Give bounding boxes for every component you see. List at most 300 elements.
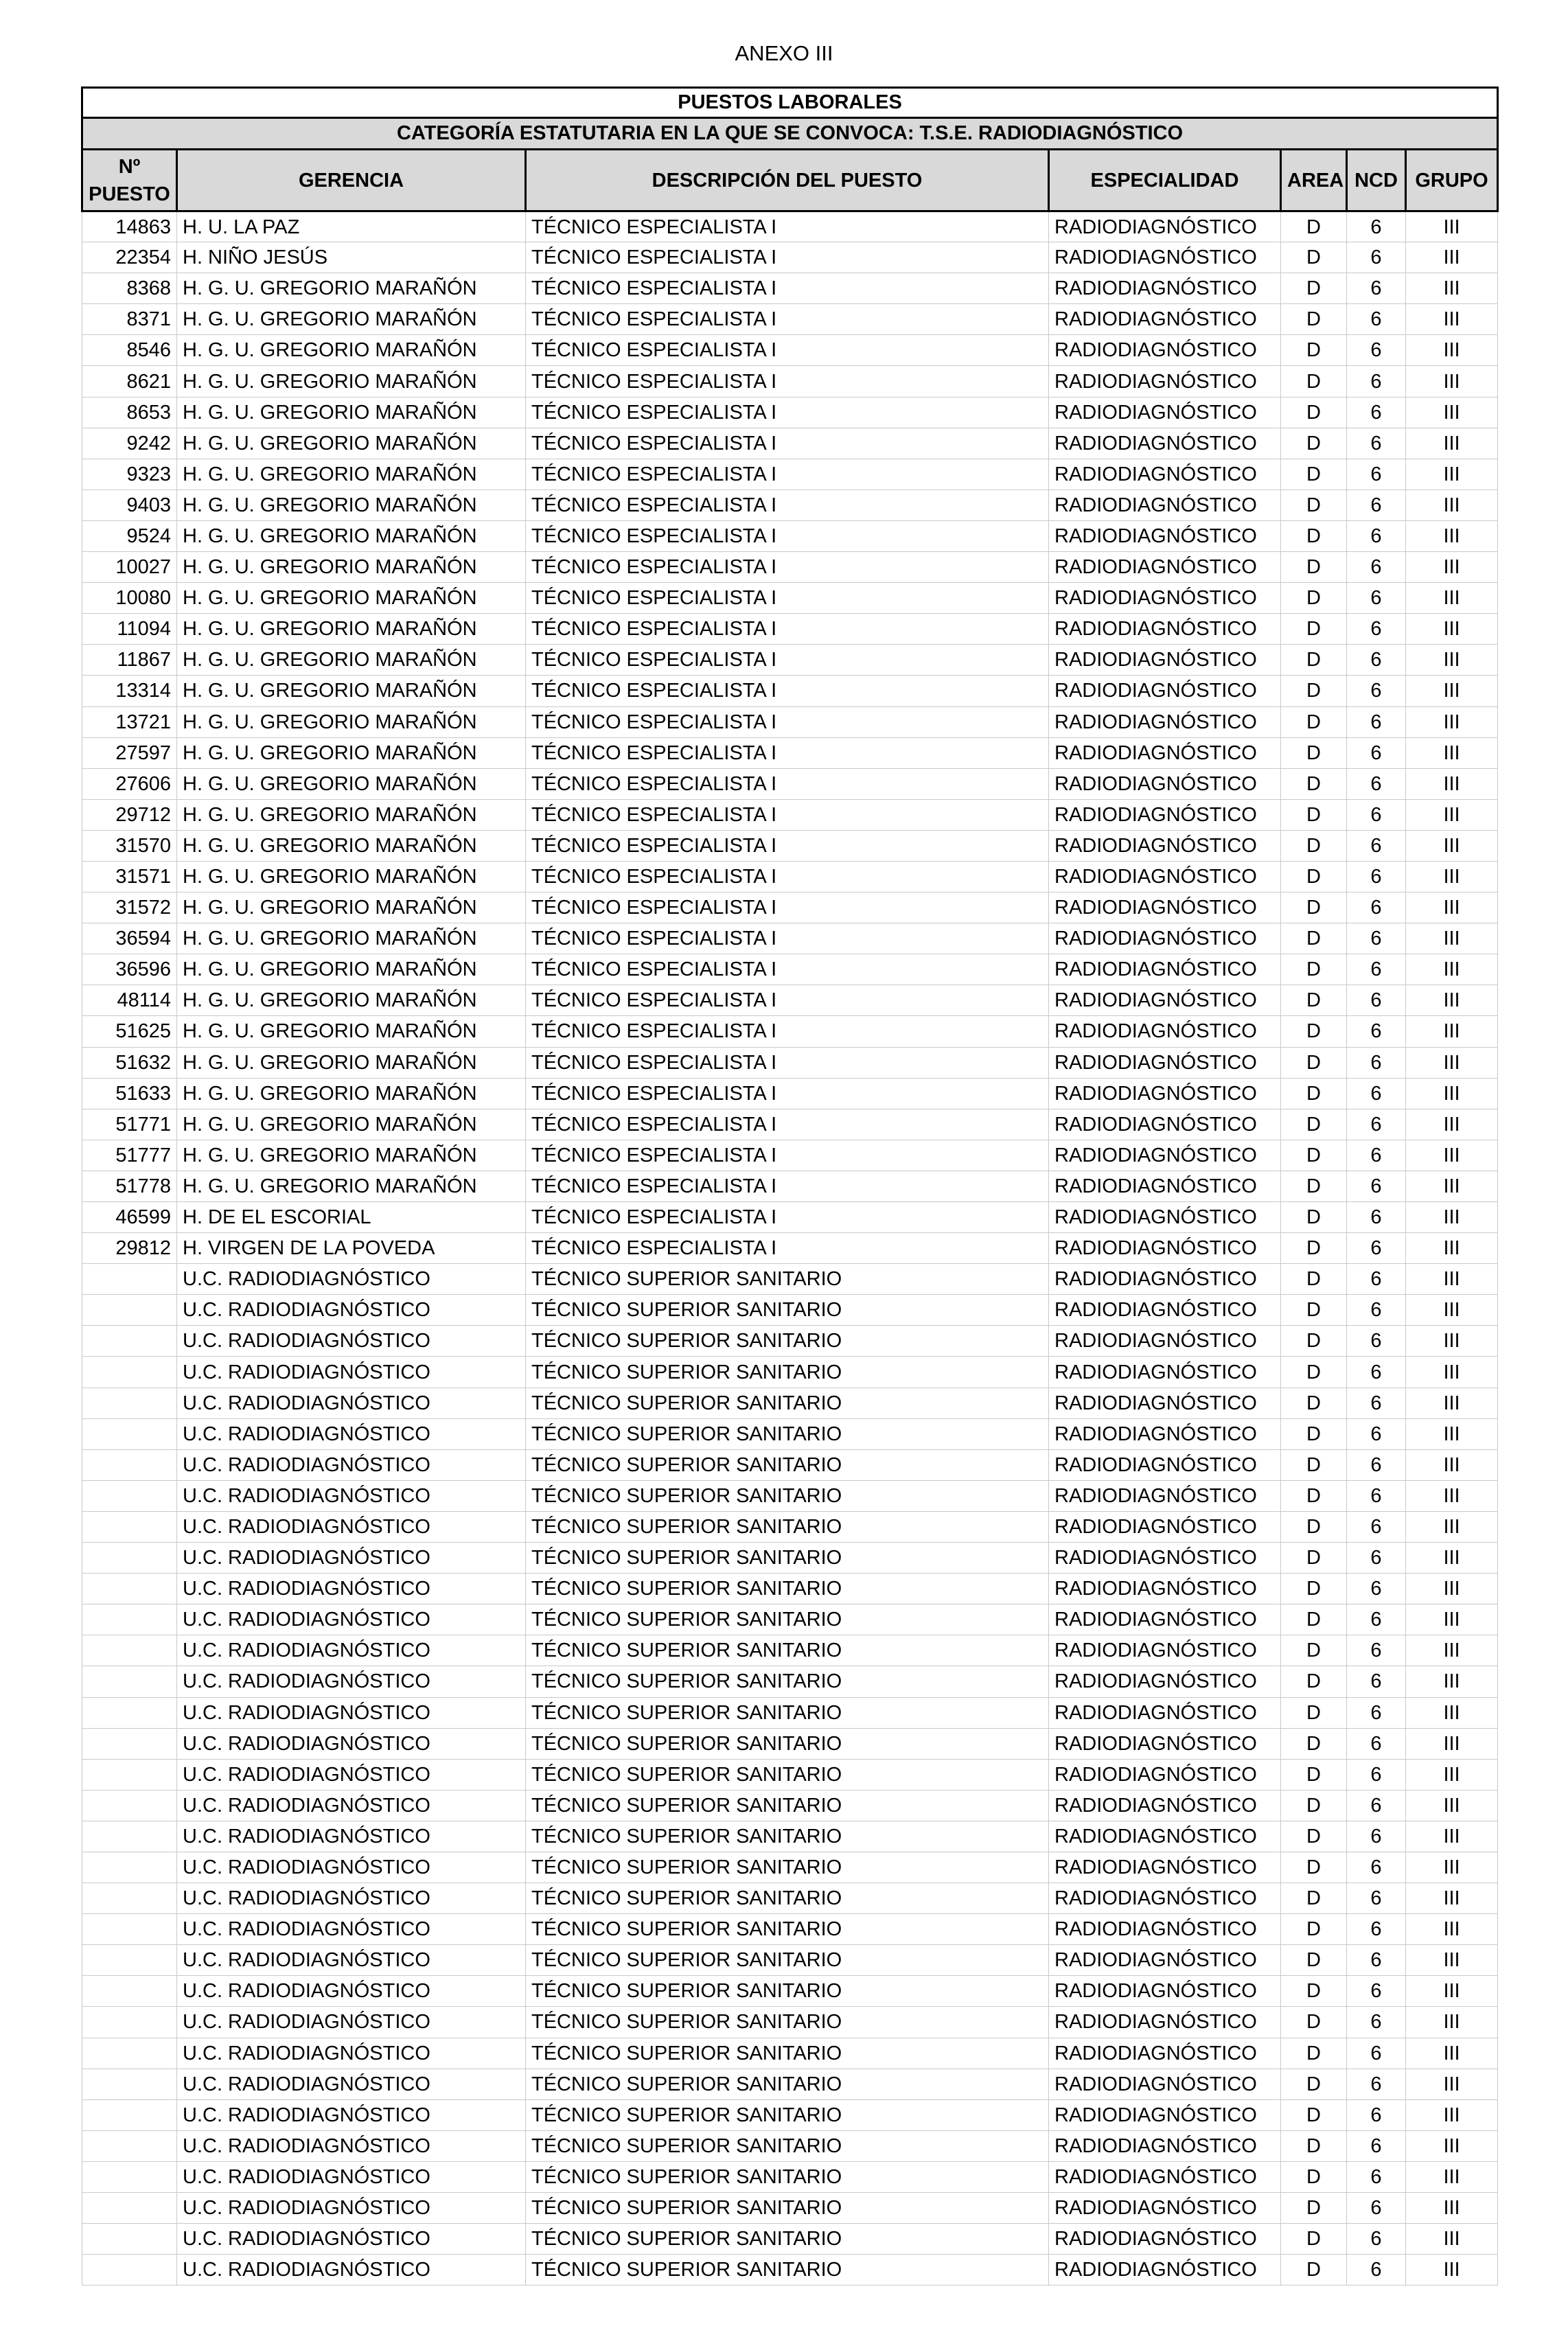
cell-area: D [1281,1852,1347,1883]
cell-area: D [1281,2161,1347,2192]
cell-descripcion: TÉCNICO ESPECIALISTA I [526,1233,1049,1264]
cell-especialidad: RADIODIAGNÓSTICO [1049,1418,1281,1449]
table-row [82,2007,1498,2038]
cell-grupo: III [1406,2161,1498,2192]
cell-gerencia: U.C. RADIODIAGNÓSTICO [177,1480,526,1511]
cell-gerencia: H. G. U. GREGORIO MARAÑÓN [177,861,526,892]
cell-gerencia: H. U. LA PAZ [177,211,526,242]
cell-grupo: III [1406,2224,1498,2255]
cell-area: D [1281,1357,1347,1388]
cell-especialidad: RADIODIAGNÓSTICO [1049,1357,1281,1388]
cell-num [82,1883,177,1914]
table-row [82,2130,1498,2161]
cell-gerencia: U.C. RADIODIAGNÓSTICO [177,1945,526,1976]
cell-grupo: III [1406,1016,1498,1047]
cell-grupo: III [1406,2099,1498,2130]
cell-num [82,1480,177,1511]
cell-descripcion: TÉCNICO ESPECIALISTA I [526,1047,1049,1078]
table-row [82,366,1498,397]
cell-especialidad: RADIODIAGNÓSTICO [1049,985,1281,1016]
cell-descripcion: TÉCNICO ESPECIALISTA I [526,768,1049,799]
table-row [82,1202,1498,1233]
cell-especialidad: RADIODIAGNÓSTICO [1049,737,1281,768]
cell-num [82,1295,177,1326]
category-heading: CATEGORÍA ESTATUTARIA EN LA QUE SE CONVOCA: T.S.E. RADIODIAGNÓSTICO [82,118,1498,150]
cell-especialidad: RADIODIAGNÓSTICO [1049,2255,1281,2286]
cell-ncd: 6 [1347,1728,1406,1759]
cell-ncd: 6 [1347,1202,1406,1233]
cell-grupo: III [1406,242,1498,273]
cell-grupo: III [1406,1295,1498,1326]
cell-gerencia: H. DE EL ESCORIAL [177,1202,526,1233]
table-row [82,1790,1498,1821]
cell-especialidad: RADIODIAGNÓSTICO [1049,1604,1281,1635]
cell-num [82,1449,177,1480]
cell-especialidad: RADIODIAGNÓSTICO [1049,2193,1281,2224]
cell-descripcion: TÉCNICO ESPECIALISTA I [526,366,1049,397]
table-row [82,1480,1498,1511]
cell-especialidad: RADIODIAGNÓSTICO [1049,799,1281,830]
col-header-gerencia: GERENCIA [177,150,526,211]
cell-area: D [1281,799,1347,830]
cell-area: D [1281,552,1347,583]
cell-area: D [1281,1016,1347,1047]
cell-area: D [1281,1697,1347,1728]
cell-num [82,1759,177,1790]
cell-num [82,1543,177,1574]
cell-area: D [1281,893,1347,923]
cell-gerencia: U.C. RADIODIAGNÓSTICO [177,2255,526,2286]
cell-descripcion: TÉCNICO ESPECIALISTA I [526,304,1049,335]
document-title: ANEXO III [735,41,833,65]
cell-grupo: III [1406,1604,1498,1635]
cell-grupo: III [1406,768,1498,799]
cell-gerencia: H. G. U. GREGORIO MARAÑÓN [177,614,526,645]
table-row [82,1078,1498,1109]
cell-descripcion: TÉCNICO ESPECIALISTA I [526,490,1049,520]
cell-grupo: III [1406,1821,1498,1852]
cell-gerencia: U.C. RADIODIAGNÓSTICO [177,1821,526,1852]
table-row [82,1728,1498,1759]
table-row [82,1388,1498,1418]
cell-ncd: 6 [1347,2069,1406,2099]
cell-especialidad: RADIODIAGNÓSTICO [1049,459,1281,490]
cell-gerencia: U.C. RADIODIAGNÓSTICO [177,1264,526,1295]
cell-gerencia: U.C. RADIODIAGNÓSTICO [177,2099,526,2130]
table-row [82,985,1498,1016]
table-row [82,614,1498,645]
table-row [82,459,1498,490]
cell-descripcion: TÉCNICO SUPERIOR SANITARIO [526,1883,1049,1914]
cell-grupo: III [1406,706,1498,737]
cell-ncd: 6 [1347,583,1406,614]
cell-ncd: 6 [1347,2007,1406,2038]
cell-num: 31572 [82,893,177,923]
cell-especialidad: RADIODIAGNÓSTICO [1049,335,1281,366]
cell-area: D [1281,1821,1347,1852]
cell-num: 8371 [82,304,177,335]
cell-gerencia: U.C. RADIODIAGNÓSTICO [177,2130,526,2161]
cell-especialidad: RADIODIAGNÓSTICO [1049,552,1281,583]
table-row [82,2161,1498,2192]
cell-area: D [1281,2038,1347,2069]
cell-especialidad: RADIODIAGNÓSTICO [1049,1543,1281,1574]
cell-descripcion: TÉCNICO SUPERIOR SANITARIO [526,2038,1049,2069]
cell-ncd: 6 [1347,2255,1406,2286]
cell-area: D [1281,645,1347,676]
cell-descripcion: TÉCNICO SUPERIOR SANITARIO [526,1914,1049,1945]
table-row [82,1976,1498,2007]
table-row [82,1047,1498,1078]
cell-num: 27597 [82,737,177,768]
cell-num: 10027 [82,552,177,583]
cell-ncd: 6 [1347,1635,1406,1666]
cell-grupo: III [1406,1233,1498,1264]
cell-gerencia: H. VIRGEN DE LA POVEDA [177,1233,526,1264]
cell-area: D [1281,954,1347,985]
cell-num: 36594 [82,923,177,954]
table-row [82,1418,1498,1449]
cell-especialidad: RADIODIAGNÓSTICO [1049,2130,1281,2161]
cell-grupo: III [1406,1728,1498,1759]
cell-especialidad: RADIODIAGNÓSTICO [1049,490,1281,520]
cell-ncd: 6 [1347,1976,1406,2007]
cell-gerencia: H. G. U. GREGORIO MARAÑÓN [177,1109,526,1140]
cell-area: D [1281,1233,1347,1264]
cell-descripcion: TÉCNICO SUPERIOR SANITARIO [526,1790,1049,1821]
cell-gerencia: U.C. RADIODIAGNÓSTICO [177,2007,526,2038]
cell-especialidad: RADIODIAGNÓSTICO [1049,830,1281,861]
cell-especialidad: RADIODIAGNÓSTICO [1049,706,1281,737]
cell-especialidad: RADIODIAGNÓSTICO [1049,645,1281,676]
cell-especialidad: RADIODIAGNÓSTICO [1049,1233,1281,1264]
cell-descripcion: TÉCNICO ESPECIALISTA I [526,645,1049,676]
cell-area: D [1281,1666,1347,1697]
cell-num: 36596 [82,954,177,985]
table-row [82,706,1498,737]
cell-area: D [1281,1914,1347,1945]
cell-gerencia: H. G. U. GREGORIO MARAÑÓN [177,520,526,551]
cell-gerencia: H. G. U. GREGORIO MARAÑÓN [177,1016,526,1047]
cell-especialidad: RADIODIAGNÓSTICO [1049,1326,1281,1357]
cell-ncd: 6 [1347,366,1406,397]
table-row [82,242,1498,273]
cell-num [82,1418,177,1449]
cell-gerencia: U.C. RADIODIAGNÓSTICO [177,2193,526,2224]
cell-area: D [1281,335,1347,366]
col-header-especialidad: ESPECIALIDAD [1049,150,1281,211]
cell-num: 51625 [82,1016,177,1047]
cell-area: D [1281,273,1347,304]
cell-num [82,1852,177,1883]
cell-gerencia: U.C. RADIODIAGNÓSTICO [177,1728,526,1759]
cell-grupo: III [1406,1047,1498,1078]
cell-grupo: III [1406,645,1498,676]
cell-num: 9242 [82,428,177,459]
cell-ncd: 6 [1347,954,1406,985]
cell-num: 27606 [82,768,177,799]
cell-num: 48114 [82,985,177,1016]
cell-gerencia: U.C. RADIODIAGNÓSTICO [177,1418,526,1449]
cell-num [82,1821,177,1852]
cell-grupo: III [1406,1449,1498,1480]
cell-area: D [1281,676,1347,706]
table-row [82,520,1498,551]
cell-ncd: 6 [1347,1945,1406,1976]
cell-gerencia: U.C. RADIODIAGNÓSTICO [177,2224,526,2255]
cell-grupo: III [1406,799,1498,830]
cell-especialidad: RADIODIAGNÓSTICO [1049,1728,1281,1759]
cell-grupo: III [1406,2255,1498,2286]
cell-descripcion: TÉCNICO SUPERIOR SANITARIO [526,1697,1049,1728]
cell-descripcion: TÉCNICO SUPERIOR SANITARIO [526,1388,1049,1418]
cell-descripcion: TÉCNICO ESPECIALISTA I [526,428,1049,459]
cell-gerencia: H. G. U. GREGORIO MARAÑÓN [177,1140,526,1171]
cell-num: 46599 [82,1202,177,1233]
cell-grupo: III [1406,2069,1498,2099]
cell-ncd: 6 [1347,1264,1406,1295]
cell-grupo: III [1406,273,1498,304]
table-row [82,861,1498,892]
cell-descripcion: TÉCNICO SUPERIOR SANITARIO [526,1821,1049,1852]
cell-area: D [1281,1480,1347,1511]
cell-descripcion: TÉCNICO SUPERIOR SANITARIO [526,1976,1049,2007]
cell-gerencia: U.C. RADIODIAGNÓSTICO [177,1976,526,2007]
cell-ncd: 6 [1347,1574,1406,1604]
cell-especialidad: RADIODIAGNÓSTICO [1049,1480,1281,1511]
cell-num [82,2255,177,2286]
cell-gerencia: H. G. U. GREGORIO MARAÑÓN [177,737,526,768]
table-row [82,1574,1498,1604]
cell-num [82,1728,177,1759]
cell-grupo: III [1406,1976,1498,2007]
cell-descripcion: TÉCNICO SUPERIOR SANITARIO [526,1418,1049,1449]
cell-especialidad: RADIODIAGNÓSTICO [1049,1635,1281,1666]
cell-num: 9403 [82,490,177,520]
cell-gerencia: U.C. RADIODIAGNÓSTICO [177,1914,526,1945]
cell-especialidad: RADIODIAGNÓSTICO [1049,1171,1281,1201]
col-header-num-line1: Nº [118,155,141,178]
cell-descripcion: TÉCNICO SUPERIOR SANITARIO [526,2069,1049,2099]
cell-grupo: III [1406,1109,1498,1140]
table-row [82,1016,1498,1047]
table-row [82,2255,1498,2286]
cell-gerencia: H. G. U. GREGORIO MARAÑÓN [177,397,526,428]
table-row [82,1852,1498,1883]
table-row [82,645,1498,676]
cell-ncd: 6 [1347,861,1406,892]
cell-grupo: III [1406,335,1498,366]
cell-area: D [1281,1790,1347,1821]
table-row [82,335,1498,366]
table-row [82,1759,1498,1790]
table-row [82,273,1498,304]
cell-especialidad: RADIODIAGNÓSTICO [1049,1914,1281,1945]
cell-num: 51778 [82,1171,177,1201]
cell-especialidad: RADIODIAGNÓSTICO [1049,273,1281,304]
cell-grupo: III [1406,1357,1498,1388]
cell-grupo: III [1406,1543,1498,1574]
cell-descripcion: TÉCNICO SUPERIOR SANITARIO [526,2161,1049,2192]
cell-ncd: 6 [1347,242,1406,273]
cell-ncd: 6 [1347,1697,1406,1728]
cell-descripcion: TÉCNICO SUPERIOR SANITARIO [526,1635,1049,1666]
cell-num: 29812 [82,1233,177,1264]
cell-area: D [1281,1202,1347,1233]
cell-descripcion: TÉCNICO SUPERIOR SANITARIO [526,1511,1049,1542]
cell-grupo: III [1406,2130,1498,2161]
cell-descripcion: TÉCNICO ESPECIALISTA I [526,737,1049,768]
cell-especialidad: RADIODIAGNÓSTICO [1049,2007,1281,2038]
cell-ncd: 6 [1347,768,1406,799]
cell-descripcion: TÉCNICO ESPECIALISTA I [526,1078,1049,1109]
cell-descripcion: TÉCNICO SUPERIOR SANITARIO [526,1852,1049,1883]
cell-ncd: 6 [1347,706,1406,737]
table-row [82,2069,1498,2099]
cell-especialidad: RADIODIAGNÓSTICO [1049,676,1281,706]
cell-area: D [1281,490,1347,520]
table-row [82,552,1498,583]
cell-num [82,1790,177,1821]
cell-ncd: 6 [1347,1016,1406,1047]
cell-especialidad: RADIODIAGNÓSTICO [1049,520,1281,551]
cell-descripcion: TÉCNICO ESPECIALISTA I [526,614,1049,645]
cell-descripcion: TÉCNICO SUPERIOR SANITARIO [526,1574,1049,1604]
cell-grupo: III [1406,304,1498,335]
cell-descripcion: TÉCNICO ESPECIALISTA I [526,459,1049,490]
cell-ncd: 6 [1347,1078,1406,1109]
cell-ncd: 6 [1347,459,1406,490]
table-row [82,830,1498,861]
cell-descripcion: TÉCNICO ESPECIALISTA I [526,1202,1049,1233]
table-row [82,211,1498,242]
cell-num [82,2224,177,2255]
table-row [82,768,1498,799]
cell-especialidad: RADIODIAGNÓSTICO [1049,2099,1281,2130]
cell-ncd: 6 [1347,2038,1406,2069]
cell-gerencia: U.C. RADIODIAGNÓSTICO [177,1790,526,1821]
cell-especialidad: RADIODIAGNÓSTICO [1049,861,1281,892]
cell-grupo: III [1406,676,1498,706]
cell-especialidad: RADIODIAGNÓSTICO [1049,1759,1281,1790]
cell-gerencia: U.C. RADIODIAGNÓSTICO [177,1852,526,1883]
cell-gerencia: H. G. U. GREGORIO MARAÑÓN [177,1078,526,1109]
table-row [82,583,1498,614]
cell-area: D [1281,1418,1347,1449]
cell-grupo: III [1406,954,1498,985]
table-row [82,428,1498,459]
cell-num [82,2038,177,2069]
cell-gerencia: U.C. RADIODIAGNÓSTICO [177,1574,526,1604]
cell-descripcion: TÉCNICO ESPECIALISTA I [526,242,1049,273]
cell-ncd: 6 [1347,520,1406,551]
cell-descripcion: TÉCNICO SUPERIOR SANITARIO [526,1543,1049,1574]
cell-especialidad: RADIODIAGNÓSTICO [1049,1511,1281,1542]
cell-descripcion: TÉCNICO ESPECIALISTA I [526,893,1049,923]
cell-num [82,1945,177,1976]
cell-especialidad: RADIODIAGNÓSTICO [1049,614,1281,645]
cell-num [82,2007,177,2038]
cell-ncd: 6 [1347,1140,1406,1171]
cell-descripcion: TÉCNICO ESPECIALISTA I [526,1171,1049,1201]
cell-num [82,2069,177,2099]
cell-area: D [1281,830,1347,861]
cell-num [82,1914,177,1945]
col-header-num [82,150,177,211]
cell-grupo: III [1406,490,1498,520]
cell-area: D [1281,861,1347,892]
cell-ncd: 6 [1347,1883,1406,1914]
cell-ncd: 6 [1347,552,1406,583]
cell-gerencia: H. G. U. GREGORIO MARAÑÓN [177,335,526,366]
cell-grupo: III [1406,2193,1498,2224]
cell-area: D [1281,1759,1347,1790]
cell-especialidad: RADIODIAGNÓSTICO [1049,1047,1281,1078]
cell-num: 10080 [82,583,177,614]
cell-grupo: III [1406,830,1498,861]
cell-area: D [1281,706,1347,737]
cell-ncd: 6 [1347,1109,1406,1140]
cell-especialidad: RADIODIAGNÓSTICO [1049,211,1281,242]
cell-ncd: 6 [1347,1233,1406,1264]
cell-gerencia: U.C. RADIODIAGNÓSTICO [177,1388,526,1418]
cell-gerencia: H. G. U. GREGORIO MARAÑÓN [177,893,526,923]
cell-especialidad: RADIODIAGNÓSTICO [1049,1264,1281,1295]
cell-descripcion: TÉCNICO SUPERIOR SANITARIO [526,1728,1049,1759]
cell-area: D [1281,304,1347,335]
cell-grupo: III [1406,1759,1498,1790]
table-row [82,2224,1498,2255]
cell-descripcion: TÉCNICO SUPERIOR SANITARIO [526,1945,1049,1976]
cell-ncd: 6 [1347,1171,1406,1201]
table-row [82,1945,1498,1976]
cell-ncd: 6 [1347,273,1406,304]
cell-area: D [1281,1976,1347,2007]
cell-especialidad: RADIODIAGNÓSTICO [1049,2161,1281,2192]
cell-grupo: III [1406,1666,1498,1697]
cell-descripcion: TÉCNICO SUPERIOR SANITARIO [526,1604,1049,1635]
cell-ncd: 6 [1347,1357,1406,1388]
cell-ncd: 6 [1347,211,1406,242]
cell-gerencia: H. G. U. GREGORIO MARAÑÓN [177,273,526,304]
table-row [82,1264,1498,1295]
col-header-grupo: GRUPO [1406,150,1498,211]
cell-especialidad: RADIODIAGNÓSTICO [1049,428,1281,459]
table-row [82,1511,1498,1542]
cell-descripcion: TÉCNICO ESPECIALISTA I [526,1109,1049,1140]
cell-ncd: 6 [1347,1914,1406,1945]
cell-especialidad: RADIODIAGNÓSTICO [1049,1821,1281,1852]
cell-ncd: 6 [1347,1418,1406,1449]
cell-descripcion: TÉCNICO ESPECIALISTA I [526,706,1049,737]
cell-num: 14863 [82,211,177,242]
cell-num [82,1357,177,1388]
cell-area: D [1281,923,1347,954]
cell-area: D [1281,1326,1347,1357]
cell-gerencia: U.C. RADIODIAGNÓSTICO [177,1295,526,1326]
cell-descripcion: TÉCNICO ESPECIALISTA I [526,552,1049,583]
table-row [82,923,1498,954]
cell-num: 8621 [82,366,177,397]
cell-area: D [1281,768,1347,799]
table-row [82,1449,1498,1480]
cell-descripcion: TÉCNICO SUPERIOR SANITARIO [526,1666,1049,1697]
cell-ncd: 6 [1347,799,1406,830]
cell-area: D [1281,2007,1347,2038]
cell-descripcion: TÉCNICO ESPECIALISTA I [526,397,1049,428]
cell-descripcion: TÉCNICO ESPECIALISTA I [526,273,1049,304]
col-header-area: AREA [1281,150,1347,211]
